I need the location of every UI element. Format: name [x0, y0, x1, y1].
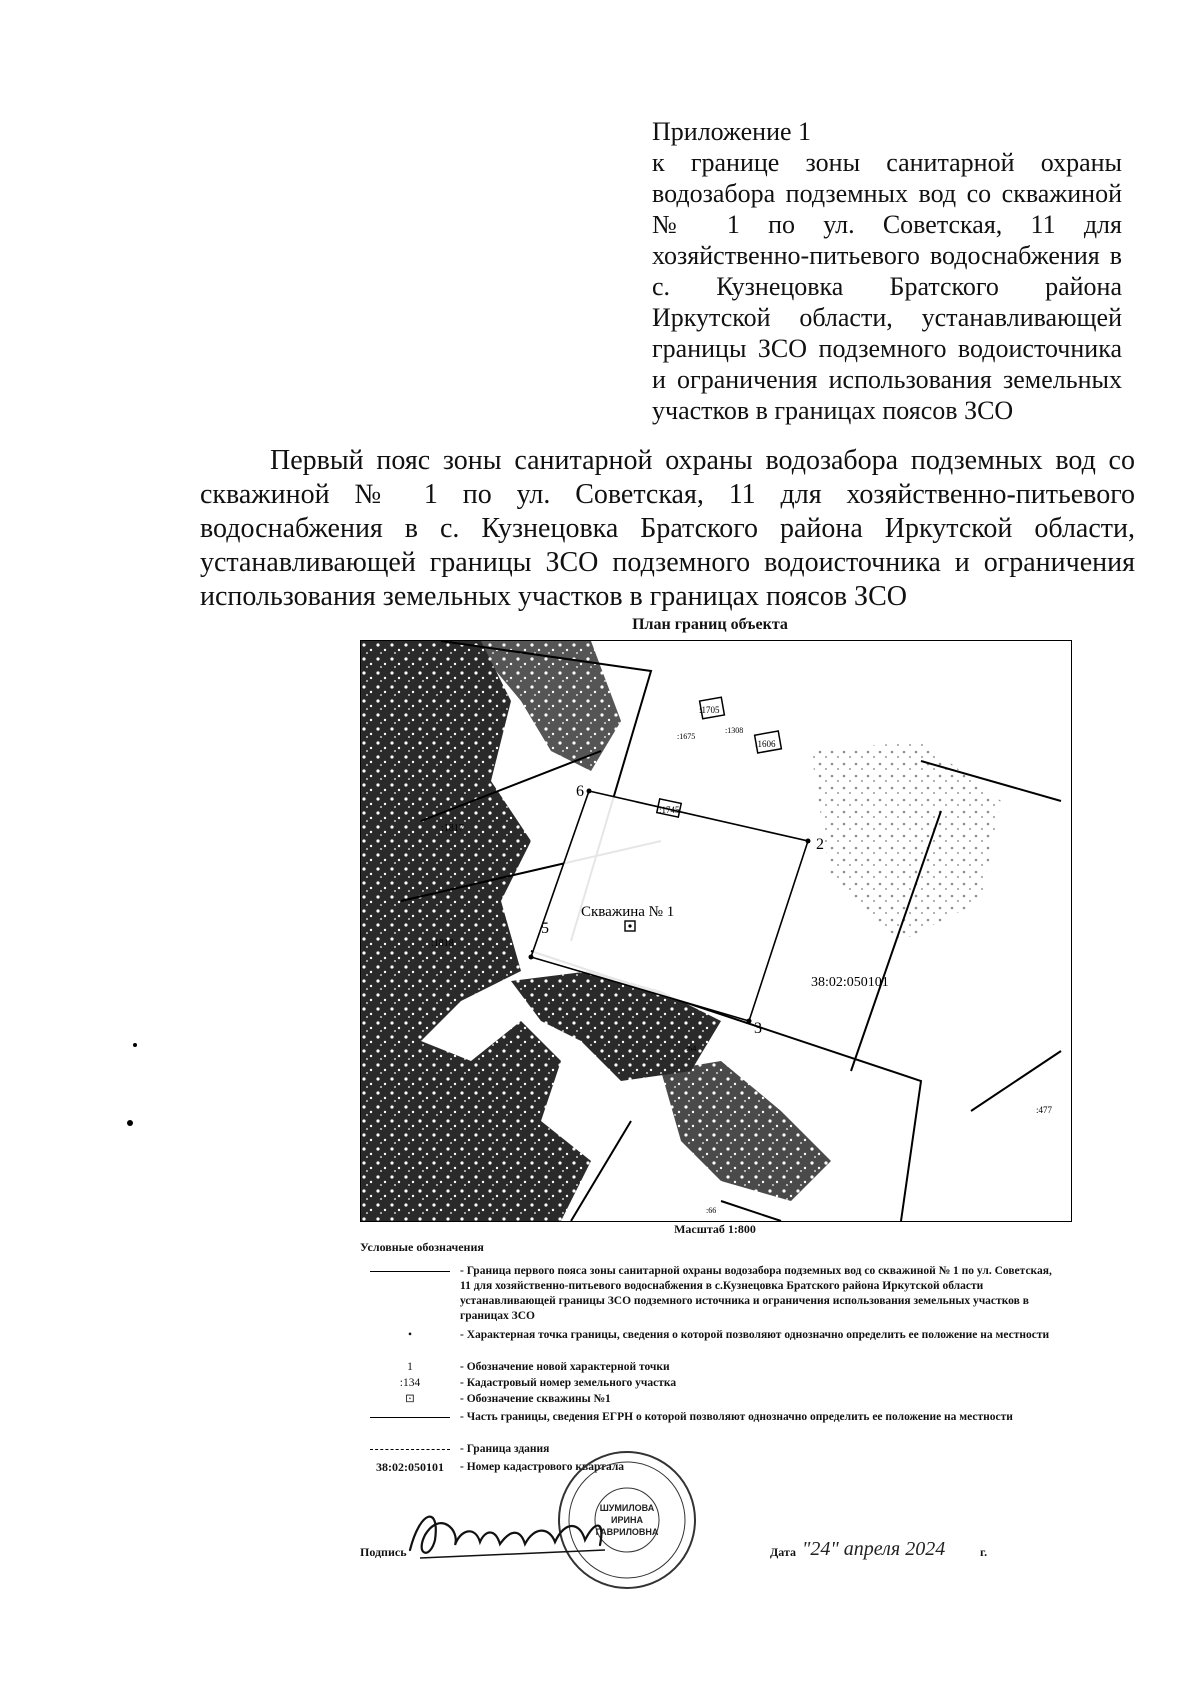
boundary-point	[529, 955, 534, 960]
boundary-point	[806, 839, 811, 844]
legend-text: - Граница здания	[460, 1443, 550, 1455]
terrain-white-patch	[616, 1091, 661, 1131]
boundary-point	[747, 1019, 752, 1024]
cadastral-label-1745: :1745	[659, 805, 680, 815]
well-icon: ⊡	[405, 1393, 415, 1405]
intro-paragraph: Первый пояс зоны санитарной охраны водозабора подземных вод со скважиной № 1 по ул. Советская, 11 для хозяйственно-питьевого водоснабжения в с. Кузнецовка Братского района Иркутской области, устанавливающей границы ЗСО подземного водоисточника и ограничения использования земельных участков в границах поясов ЗСО	[200, 445, 1135, 612]
stamp-name-line1: ШУМИЛОВА	[599, 1503, 655, 1513]
legend-symbol: 38:02:050101	[376, 1460, 444, 1474]
plan-title: План границ объекта	[632, 616, 788, 633]
terrain-dark-southeast	[661, 1061, 831, 1201]
well-label: Скважина № 1	[581, 904, 675, 920]
legend-symbol: •	[407, 1329, 413, 1341]
legend-symbol: :134	[399, 1377, 421, 1389]
point-label-5: 5	[541, 920, 549, 937]
legend-text: - Граница первого пояса зоны санитарной охраны водозабора подземных вод со скважиной № 1 по ул. Советская, 11 для хозяйственно-питьевого водоснабжения в с.Кузнецовка Братского района Иркутской области устанавливающей границы ЗСО подземного источника и ограничения использования земельных участков в границах ЗСО	[460, 1265, 1052, 1322]
legend-line-dashed	[360, 1449, 460, 1450]
stamp-name-line3: ГАВРИЛОВНА	[595, 1527, 659, 1537]
date-suffix: г.	[980, 1545, 988, 1559]
legend-text: - Обозначение новой характерной точки	[460, 1361, 670, 1373]
legend-line-thin	[360, 1417, 460, 1418]
legend-text: - Характерная точка границы, сведения о которой позволяют однозначно определить ее положение на местности	[460, 1329, 1050, 1341]
point-label-2: 2	[816, 836, 824, 853]
map-svg	[361, 641, 1071, 1221]
cadastral-label-1308: :1308	[725, 726, 744, 735]
legend-text: - Номер кадастрового квартала	[460, 1461, 625, 1473]
stamp-name-line2: ИРИНА	[611, 1515, 643, 1525]
cadastral-label-1675: :1675	[677, 732, 696, 741]
appendix-block	[652, 116, 1122, 426]
parcel-line-8	[721, 1201, 781, 1221]
parcel-line-9	[971, 1051, 1061, 1111]
legend-text: - Часть границы, сведения ЕГРН о которой позволяют однозначно определить ее положение на местности	[460, 1411, 1013, 1423]
date-label: Дата	[770, 1545, 796, 1559]
cadastral-label-477: :477	[1036, 1105, 1053, 1115]
legend-text: - Кадастровый номер земельного участка	[460, 1377, 677, 1389]
date-value: "24" апреля 2024	[802, 1538, 946, 1560]
quarter-label: 38:02:050101	[811, 975, 889, 990]
cadastral-label-1705: :1705	[699, 705, 720, 715]
legend-title: Условные обозначения	[360, 1240, 484, 1254]
cadastral-label-64: :64	[686, 1044, 697, 1053]
cadastral-label-1817: :1817	[441, 823, 464, 834]
scan-mark	[127, 1120, 133, 1126]
legend-text: - Обозначение скважины №1	[460, 1393, 611, 1405]
legend-symbol: 1	[407, 1361, 413, 1373]
terrain-dark-west	[361, 641, 531, 1071]
cadastral-label-66: :66	[706, 1206, 717, 1215]
signature-label: Подпись	[360, 1545, 407, 1559]
boundary-map	[360, 640, 1072, 1222]
legend-line-solid	[360, 1271, 460, 1272]
point-label-3: 3	[754, 1020, 762, 1037]
map-scale: Масштаб 1:800	[674, 1222, 756, 1236]
appendix-title: Приложение 1	[652, 117, 812, 146]
cadastral-label-1818: :1818	[431, 938, 454, 949]
scan-mark	[133, 1043, 137, 1047]
handwritten-signature	[400, 1500, 620, 1575]
appendix-body: к границе зоны санитарной охраны водозабора подземных вод со скважиной № 1 по ул. Советская, 11 для хозяйственно-питьевого водоснабжения в с. Кузнецовка Братского района Иркутской области, устанавливающей границы ЗСО подземного водоисточника и ограничения использования земельных участков в границах поясов ЗСО	[652, 148, 1122, 425]
boundary-point	[587, 789, 592, 794]
point-label-6: 6	[576, 783, 584, 800]
cadastral-label-1606: :1606	[755, 739, 776, 749]
